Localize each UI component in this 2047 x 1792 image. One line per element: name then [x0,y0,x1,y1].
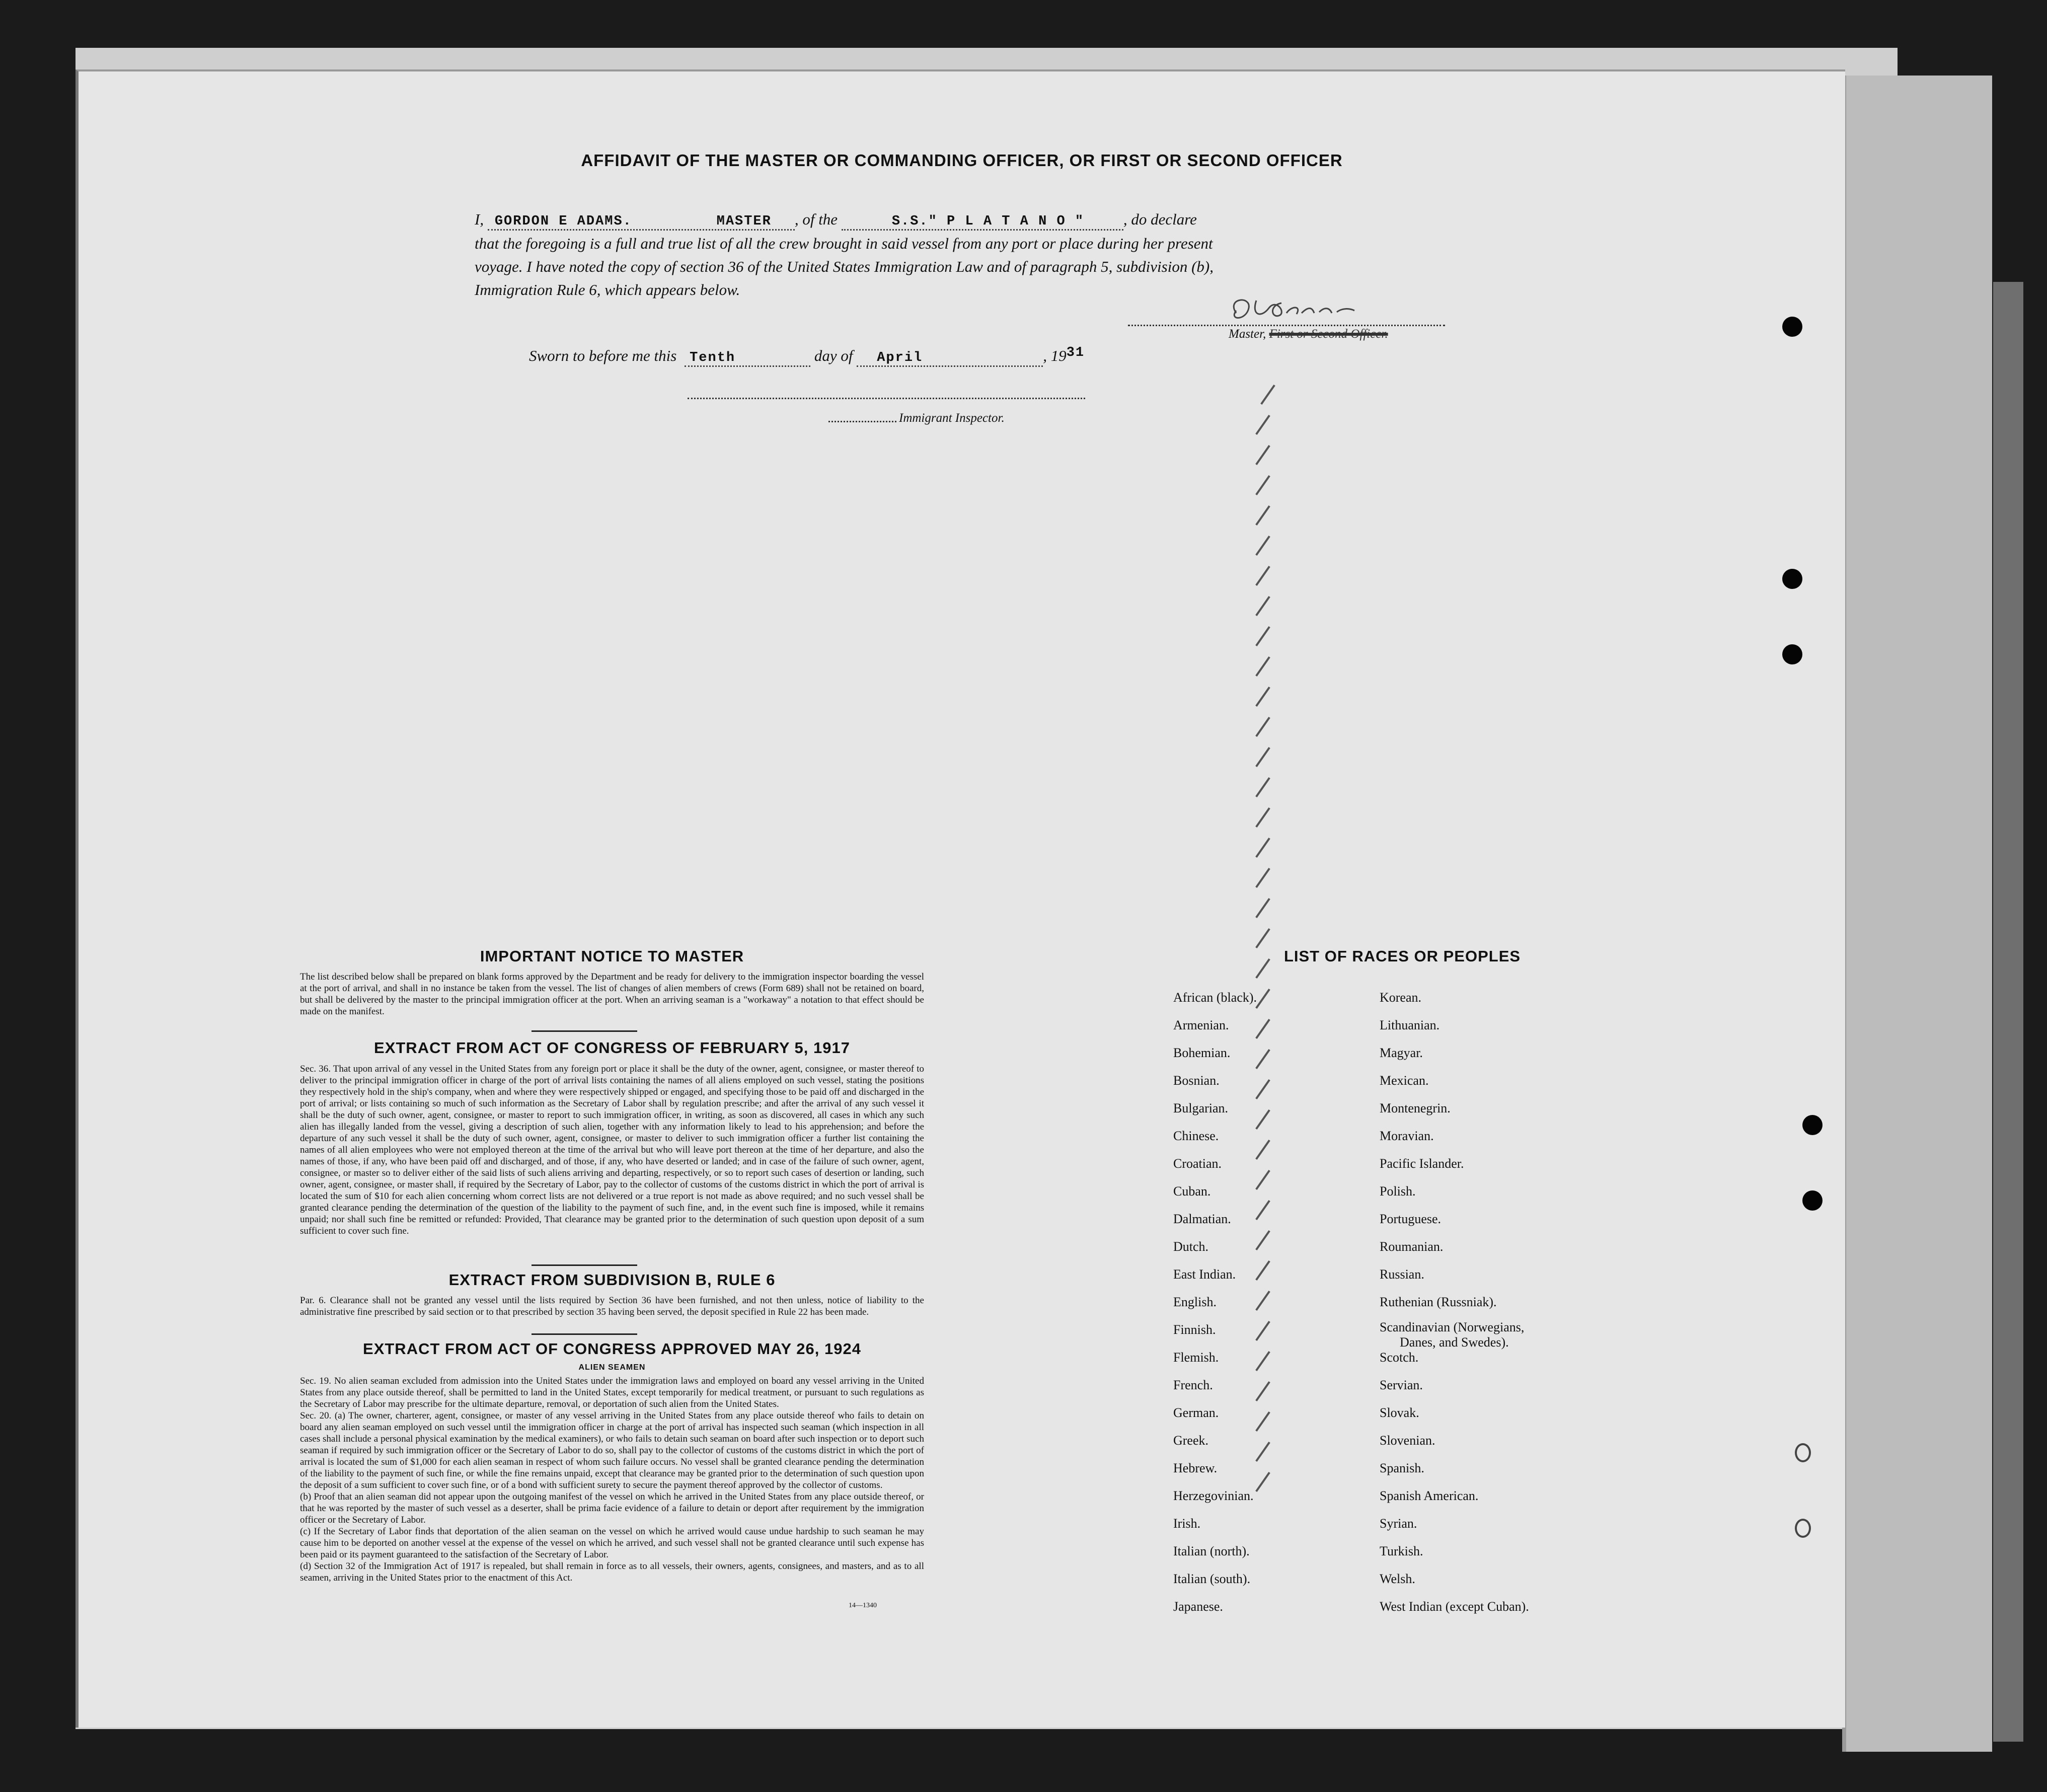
race-left: Bohemian. [1173,1046,1231,1060]
pencil-tick [1255,1230,1270,1250]
race-right: Polish. [1380,1184,1416,1199]
do-declare-text: , do declare [1123,210,1197,228]
pencil-tick [1255,1351,1270,1371]
race-right: Lithuanian. [1380,1018,1440,1032]
pencil-tick [1255,928,1270,948]
pencil-tick [1255,1170,1270,1190]
pencil-tick [1255,566,1270,586]
manifest-sheet [75,69,1845,1728]
binder-hole [1782,317,1802,337]
master-signature [1221,293,1372,328]
sworn-day: Tenth [690,350,736,365]
pencil-tick [1255,1140,1270,1160]
pencil-tick [1255,1411,1270,1432]
race-right: Slovak. [1380,1405,1419,1420]
race-right: Scotch. [1380,1350,1419,1365]
pencil-tick [1255,1049,1270,1069]
race-left: Dalmatian. [1173,1212,1231,1226]
race-right: Portuguese. [1380,1212,1442,1226]
signature-caption: Master, First or Second Officer. [1229,327,1388,341]
sworn-year: 31 [1066,345,1085,360]
pencil-tick [1255,1321,1270,1341]
pencil-tick [1255,1109,1270,1130]
pencil-tick [1255,505,1270,526]
back-page-edge [1842,76,1992,1752]
affidavit-line-3: voyage. I have noted the copy of section 36 of the United States Immigration Law and of paragraph 5, subdivision (b), [475,258,1214,275]
extract-1917-text: Sec. 36. That upon arrival of any vessel in the United States from any foreign port or place it shall be the duty of the owner, agent, consignee, or master thereof to deliver to the principal immigration officer in charge of the port of arrival lists containing the names of all aliens employed on such vessel, stating the positions they respectively hold in the ship's company, when and where they were respectively shipped or engaged, and specifying those to be paid off and discharged in the port of arrival; or lists containing so much of such information as the Secretary of Labor shall by regulation prescribe; and after the arrival of any such vessel it shall be the duty of such owner, agent, consignee, or master to report to such immigration officer, in writing, as soon as discovered, all cases in which any such alien has illegally landed from the vessel, giving a description of such alien, together with any information likely to lead to his apprehension; and before the departure of any such vessel it shall be the duty of such owner, agent, consignee, or master to deliver to such immigration officer a further list containing the names of all alien employees who were not employed thereon at the time of the arrival but who will leave port thereon at the time of her departure, and also the names of those, if any, who have been paid off and discharged, and of those, if any, who have deserted or landed; and in case of the failure of such owner, agent, consignee, or master so to deliver either of the said lists of such aliens arriving and departing, respectively, or so to report such cases of desertion or landing, such owner, agent, consignee, or master shall, if required by the Secretary of Labor, pay to the collector of customs of the customs district in which the port of arrival is located the sum of $10 for each alien concerning whom correct lists are not delivered or a true report is not made as above required; and no such vessel shall be granted clearance pending the determination of the question of the liability to the payment of such fine, and, in the event such fine is imposed, while it remains unpaid; nor shall such fine be remitted or refunded: Provided, That clearance may be granted prior to the determination of such question upon deposit of a sum sufficient to cover such fine. [300,1064,924,1236]
pencil-tick [1255,898,1270,918]
extract-rule6-text: Par. 6. Clearance shall not be granted any vessel until the lists required by Section 36 have been furnished, and not then unless, notice of liability to the administrative fine prescribed by said section or to that prescribed by section 35 having been served, the deposit specified in Rule 22 has been made. [300,1295,924,1317]
pencil-tick [1255,1200,1270,1220]
race-left: German. [1173,1405,1219,1420]
vessel-name: S.S." P L A T A N O " [891,214,1085,229]
extract-rule6-title: EXTRACT FROM SUBDIVISION B, RULE 6 [448,1271,776,1289]
binder-hole-empty [1795,1443,1811,1462]
struck-officer-text: First or Second Officer. [1269,327,1388,341]
race-right: Roumanian. [1380,1239,1444,1254]
sec-20a-text: Sec. 20. (a) The owner, charterer, agent, consignee, or master of any vessel arriving in the United States from any place outside thereof who fails to detain on board any alien seaman employed on such vessel until the immigration officer in charge at the port of arrival has inspected such seaman (which inspection in all cases shall include a personal physical examination by the medical examiners), or who fails to detain such seaman on board after such inspection or to deport such seaman if required by such immigration officer or the Secretary of Labor to do so, shall pay to the collector of customs of the customs district in which the port of arrival is located the sum of $1,000 for each alien seaman in respect of whom such failure occurs. No vessel shall be granted clearance pending the determination of the liability to the payment of such fine, or while the fine remains unpaid, except that clearance may be granted prior to the determination of such question upon the deposit of a sum sufficient to cover such fine, or of a bond with sufficient surety to secure the payment thereof approved by the collector of customs. [300,1410,924,1490]
inspector-caption: Immigrant Inspector. [899,411,1005,425]
pencil-tick [1255,1472,1270,1492]
affidavit-line-1 [475,210,1197,231]
pencil-tick [1255,777,1270,797]
pencil-tick [1255,989,1270,1009]
pencil-tick [1255,1079,1270,1099]
race-left: Armenian. [1173,1018,1229,1032]
extract-1924-body [300,1375,924,1584]
affidavit-title: AFFIDAVIT OF THE MASTER OR COMMANDING OFFICER, OR FIRST OR SECOND OFFICER [581,151,1343,170]
race-right: Pacific Islander. [1380,1156,1464,1171]
race-left: Italian (north). [1173,1544,1250,1558]
pencil-tick [1255,1291,1270,1311]
pencil-tick [1255,596,1270,616]
race-left: English. [1173,1295,1217,1309]
divider [532,1264,637,1266]
sec-19-text: Sec. 19. No alien seaman excluded from admission into the United States under the immigration laws and employed on board any vessel arriving in the United States from any place outside thereof, shall be permitted to land in the United States, except temporarily for medical treatment, or pursuant to such regulations as the Secretary of Labor may prescribe for the ultimate departure, removal, or deportation of such alien from the United States. [300,1376,924,1409]
sec-20b-text: (b) Proof that an alien seaman did not appear upon the outgoing manifest of the vessel on which he arrived in the United States from any place outside thereof, or that he was reported by the master of such vessel as a deserter, shall be prima facie evidence of a failure to detain or deport after requirement by the immigration officer or the Secretary of Labor. [300,1491,924,1525]
race-right: West Indian (except Cuban). [1380,1599,1529,1614]
back-page-edge-dark [1993,282,2023,1742]
race-left: Japanese. [1173,1599,1223,1614]
race-right: Russian. [1380,1267,1424,1282]
race-left: African (black). [1173,990,1257,1005]
race-left: Irish. [1173,1516,1201,1531]
binder-hole [1802,1190,1823,1211]
race-right: Turkish. [1380,1544,1423,1558]
race-right: Scandinavian (Norwegians, [1380,1320,1525,1334]
binder-hole-empty [1795,1519,1811,1538]
race-right: Moravian. [1380,1129,1434,1143]
race-left: French. [1173,1378,1213,1392]
race-right: Servian. [1380,1378,1423,1392]
sworn-line: Sworn to before me this Tenth day of April , 1931 [529,347,1085,367]
race-left: Croatian. [1173,1156,1222,1171]
form-number: 14—1340 [849,1602,877,1609]
sec-20c-text: (c) If the Secretary of Labor finds that deportation of the alien seaman on the vessel on which he arrived would cause undue hardship to such seaman he may cause him to be deported on another vessel at the expense of the vessel on which he arrived, and such vessel shall not be granted clearance until such expense has been paid or its payment guaranteed to the satisfaction of the Secretary of Labor. [300,1526,924,1560]
race-left: Chinese. [1173,1129,1219,1143]
race-left: Herzegovinian. [1173,1488,1254,1503]
race-left: Greek. [1173,1433,1209,1448]
pencil-tick [1255,1381,1270,1401]
race-right: Ruthenian (Russniak). [1380,1295,1497,1309]
pencil-tick [1255,868,1270,888]
master-name: GORDON E ADAMS. [494,214,632,229]
affidavit-line-4: Immigration Rule 6, which appears below. [475,281,740,298]
race-left: Bosnian. [1173,1073,1220,1088]
notice-title: IMPORTANT NOTICE TO MASTER [480,947,744,965]
race-right-continuation: Danes, and Swedes). [1400,1335,1509,1350]
pencil-tick [1255,838,1270,858]
affidavit-line-2: that the foregoing is a full and true list of all the crew brought in said vessel from any port or place during her present [475,235,1213,252]
race-left: Flemish. [1173,1350,1219,1365]
race-left: Dutch. [1173,1239,1209,1254]
binder-hole [1782,644,1802,664]
sec-20d-text: (d) Section 32 of the Immigration Act of 1917 is repealed, but shall remain in force as to all vessels, their owners, agents, consignees, and masters, and as to all seamen, arriving in the United States prior to the enactment of this Act. [300,1561,924,1583]
alien-seamen-subtitle: ALIEN SEAMEN [578,1363,646,1372]
binder-hole [1782,569,1802,589]
race-right: Slovenian. [1380,1433,1435,1448]
pencil-tick [1255,536,1270,556]
pencil-tick [1260,385,1275,405]
race-right: Spanish. [1380,1461,1424,1475]
extract-1924-title: EXTRACT FROM ACT OF CONGRESS APPROVED MAY 26, 1924 [363,1340,861,1358]
divider [532,1333,637,1335]
race-right: Montenegrin. [1380,1101,1451,1115]
extract-1917-title: EXTRACT FROM ACT OF CONGRESS OF FEBRUARY 5, 1917 [374,1039,850,1057]
pencil-tick [1255,1442,1270,1462]
race-left: East Indian. [1173,1267,1236,1282]
race-right: Spanish American. [1380,1488,1479,1503]
notice-text: The list described below shall be prepared on blank forms approved by the Department and be ready for delivery to the immigration inspector boarding the vessel at the port of arrival, and shall in no instance be taken from the vessel. The list of changes of alien members of crews (Form 689) shall not be retained on board, but shall be delivered by the master to the principal immigration officer at the port. When an arriving seaman is a "workaway" a notation to that effect should be made on the manifest. [300,972,924,1017]
race-right: Magyar. [1380,1046,1423,1060]
pencil-tick [1255,1260,1270,1281]
race-right: Welsh. [1380,1572,1415,1586]
pencil-tick [1255,626,1270,646]
pencil-tick [1255,1019,1270,1039]
inspector-signature-line [688,398,1085,399]
race-right: Syrian. [1380,1516,1417,1531]
pencil-tick [1255,687,1270,707]
inspector-caption-leader [828,421,896,422]
sworn-month: April [877,350,923,365]
race-left: Cuban. [1173,1184,1211,1199]
binder-hole [1802,1115,1823,1135]
race-left: Bulgarian. [1173,1101,1229,1115]
race-right: Korean. [1380,990,1422,1005]
race-left: Hebrew. [1173,1461,1218,1475]
affidavit-i: I, [475,210,484,228]
pencil-tick [1255,717,1270,737]
of-the-text: , of the [794,210,838,228]
races-title: LIST OF RACES OR PEOPLES [1283,947,1521,965]
master-rank: MASTER [716,214,772,229]
pencil-tick [1255,747,1270,767]
pencil-tick [1255,807,1270,828]
pencil-tick [1255,475,1270,495]
race-left: Italian (south). [1173,1572,1251,1586]
race-left: Finnish. [1173,1322,1216,1337]
race-right: Mexican. [1380,1073,1429,1088]
divider [532,1030,637,1032]
pencil-tick [1255,656,1270,677]
pencil-tick [1255,415,1270,435]
pencil-tick [1255,445,1270,465]
